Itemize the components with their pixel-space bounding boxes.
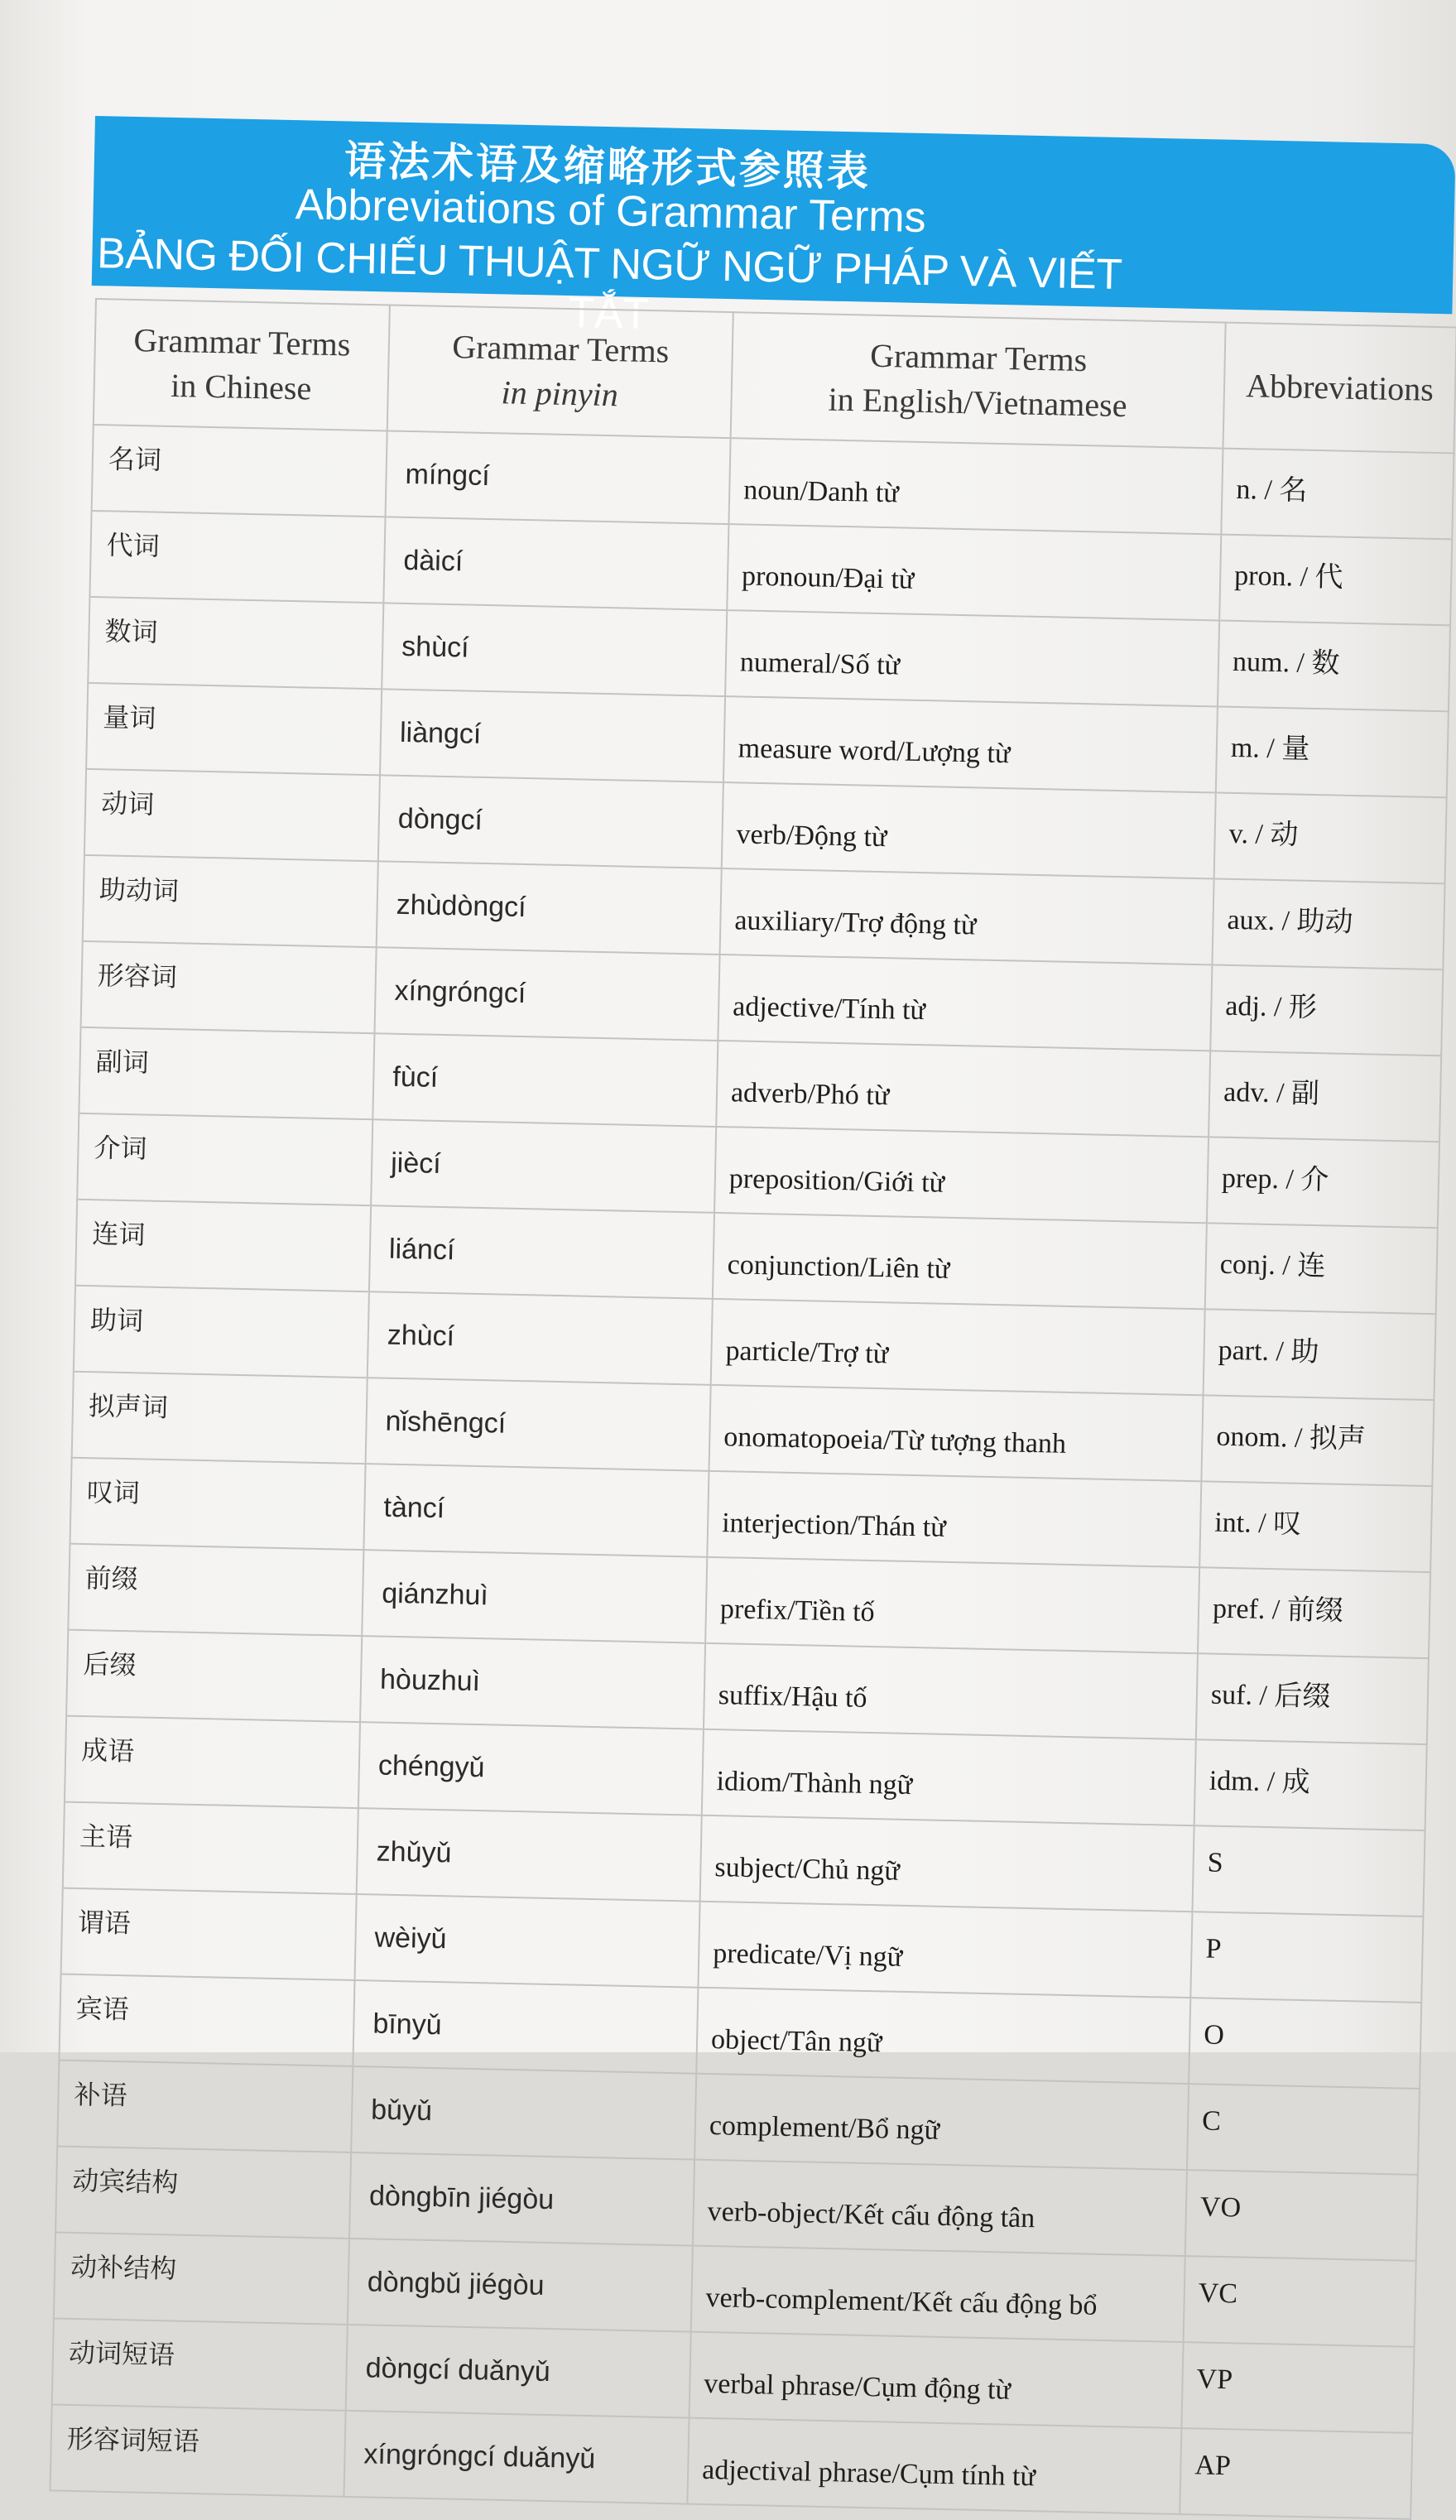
cell-pinyin: bīnyǔ [353, 1980, 698, 2074]
cell-abbreviation: m. / 量 [1216, 707, 1449, 798]
cell-abbreviation: S [1192, 1825, 1425, 1916]
cell-pinyin: dòngbǔ jiégòu [348, 2239, 693, 2332]
cell-chinese: 拟声词 [72, 1372, 368, 1464]
cell-abbreviation: O [1189, 1998, 1421, 2089]
cell-chinese: 数词 [88, 597, 383, 689]
cell-pinyin: dàicí [383, 517, 728, 610]
cell-chinese: 动词 [84, 769, 380, 861]
cell-abbreviation: conj. / 连 [1205, 1223, 1438, 1314]
cell-abbreviation: adj. / 形 [1210, 964, 1443, 1056]
cell-chinese: 主语 [63, 1802, 358, 1894]
cell-abbreviation: int. / 叹 [1199, 1481, 1432, 1572]
cell-pinyin: shùcí [382, 603, 727, 696]
cell-pinyin: xíngróngcí duǎnyǔ [344, 2411, 689, 2504]
cell-abbreviation: adv. / 副 [1209, 1051, 1441, 1142]
cell-abbreviation: suf. / 后缀 [1196, 1653, 1429, 1744]
cell-pinyin: qiánzhuì [362, 1550, 707, 1643]
cell-pinyin: xíngróngcí [374, 947, 719, 1041]
cell-english-vietnamese: measure word/Lượng từ [723, 696, 1218, 792]
cell-english-vietnamese: adverb/Phó từ [716, 1041, 1210, 1137]
column-header-chinese: Grammar Terms in Chinese [94, 299, 390, 430]
cell-abbreviation: pron. / 代 [1219, 535, 1452, 626]
cell-english-vietnamese: predicate/Vị ngữ [698, 1902, 1192, 1998]
title-chinese: 语法术语及缩略形式参照表 [344, 137, 872, 196]
cell-abbreviation: pref. / 前缀 [1198, 1567, 1430, 1658]
cell-pinyin: liáncí [369, 1205, 714, 1299]
cell-chinese: 补语 [57, 2061, 353, 2152]
cell-pinyin: míngcí [386, 430, 731, 524]
cell-pinyin: nǐshēngcí [366, 1378, 711, 1471]
cell-english-vietnamese: numeral/Số từ [725, 610, 1219, 706]
cell-abbreviation: VP [1181, 2342, 1414, 2433]
cell-pinyin: zhùdòngcí [377, 861, 722, 955]
cell-abbreviation: C [1187, 2084, 1420, 2175]
cell-chinese: 动词短语 [52, 2318, 348, 2410]
cell-english-vietnamese: interjection/Thán từ [707, 1471, 1201, 1567]
cell-pinyin: tàncí [363, 1464, 709, 1557]
cell-abbreviation: num. / 数 [1218, 621, 1450, 712]
cell-pinyin: dòngcí [378, 775, 723, 868]
cell-pinyin: bǔyǔ [351, 2066, 696, 2160]
cell-pinyin: jiècí [371, 1119, 716, 1213]
cell-pinyin: dòngbīn jiégòu [349, 2152, 694, 2246]
title-banner [92, 116, 1456, 339]
cell-chinese: 形容词 [81, 941, 377, 1033]
column-header-pinyin: Grammar Terms in pinyin [387, 305, 733, 438]
cell-english-vietnamese: auxiliary/Trợ động từ [720, 868, 1214, 964]
cell-pinyin: zhùcí [368, 1291, 713, 1385]
cell-english-vietnamese: prefix/Tiền tố [705, 1557, 1199, 1653]
cell-english-vietnamese: idiom/Thành ngữ [702, 1729, 1196, 1825]
cell-chinese: 连词 [75, 1200, 371, 1291]
cell-chinese: 副词 [79, 1027, 374, 1119]
cell-english-vietnamese: verb/Động từ [722, 782, 1216, 878]
cell-abbreviation: VO [1185, 2170, 1418, 2261]
cell-chinese: 名词 [92, 425, 387, 517]
cell-english-vietnamese: verb-complement/Kết cấu động bổ [691, 2246, 1185, 2342]
cell-chinese: 宾语 [59, 1974, 354, 2066]
cell-chinese: 动补结构 [54, 2233, 349, 2325]
title-english: Abbreviations of Grammar Terms [295, 180, 927, 243]
title-vietnamese: BẢNG ĐỐI CHIẾU THUẬT NGỮ NGỮ PHÁP VÀ VIẾT TẮT [96, 229, 1123, 339]
cell-abbreviation: AP [1180, 2428, 1412, 2519]
cell-abbreviation: VC [1184, 2256, 1416, 2347]
cell-english-vietnamese: verbal phrase/Cụm động từ [690, 2332, 1184, 2428]
cell-chinese: 前缀 [68, 1544, 363, 1636]
cell-abbreviation: onom. / 拟声 [1201, 1395, 1434, 1486]
grammar-terms-table-wrapper [59, 298, 1455, 2493]
cell-english-vietnamese: suffix/Hậu tố [704, 1643, 1198, 1739]
cell-pinyin: liàngcí [380, 689, 725, 782]
cell-chinese: 成语 [65, 1716, 360, 1808]
cell-english-vietnamese: verb-object/Kết cấu động tân [693, 2160, 1187, 2256]
cell-english-vietnamese: complement/Bổ ngữ [694, 2074, 1189, 2170]
cell-abbreviation: idm. / 成 [1194, 1739, 1427, 1830]
cell-chinese: 量词 [86, 683, 382, 775]
cell-pinyin: wèiyǔ [355, 1894, 700, 1988]
grammar-terms-table [50, 298, 1456, 2520]
cell-pinyin: chéngyǔ [358, 1722, 704, 1815]
cell-chinese: 后缀 [66, 1630, 362, 1722]
cell-abbreviation: prep. / 介 [1207, 1137, 1439, 1228]
cell-pinyin: hòuzhuì [360, 1636, 705, 1729]
cell-english-vietnamese: adjectival phrase/Cụm tính từ [687, 2418, 1181, 2514]
cell-chinese: 叹词 [70, 1458, 365, 1550]
cell-abbreviation: part. / 助 [1204, 1309, 1436, 1400]
cell-english-vietnamese: adjective/Tính từ [718, 955, 1212, 1051]
cell-english-vietnamese: noun/Danh từ [728, 438, 1223, 534]
cell-abbreviation: n. / 名 [1221, 449, 1454, 540]
cell-chinese: 形容词短语 [50, 2404, 346, 2496]
cell-english-vietnamese: particle/Trợ từ [711, 1299, 1205, 1395]
cell-abbreviation: v. / 动 [1214, 792, 1447, 883]
cell-english-vietnamese: object/Tân ngữ [696, 1988, 1190, 2084]
column-header-abbreviations: Abbreviations [1223, 323, 1456, 454]
cell-pinyin: dòngcí duǎnyǔ [346, 2325, 691, 2418]
cell-english-vietnamese: pronoun/Đại từ [727, 524, 1221, 620]
cell-english-vietnamese: preposition/Giới từ [714, 1127, 1209, 1223]
cell-chinese: 介词 [77, 1113, 372, 1205]
cell-pinyin: zhǔyǔ [357, 1808, 702, 1902]
cell-chinese: 谓语 [61, 1888, 357, 1980]
cell-pinyin: fùcí [372, 1033, 718, 1127]
column-header-english: Grammar Terms in English/Vietnamese [731, 312, 1226, 448]
cell-abbreviation: P [1190, 1912, 1423, 2003]
cell-english-vietnamese: subject/Chủ ngữ [700, 1815, 1194, 1912]
cell-chinese: 动宾结构 [55, 2147, 351, 2239]
cell-chinese: 助词 [74, 1286, 369, 1378]
cell-chinese: 代词 [89, 511, 385, 603]
cell-english-vietnamese: onomatopoeia/Từ tượng thanh [709, 1385, 1203, 1481]
cell-chinese: 助动词 [83, 855, 378, 947]
cell-abbreviation: aux. / 助动 [1212, 878, 1444, 969]
cell-english-vietnamese: conjunction/Liên từ [713, 1213, 1207, 1309]
